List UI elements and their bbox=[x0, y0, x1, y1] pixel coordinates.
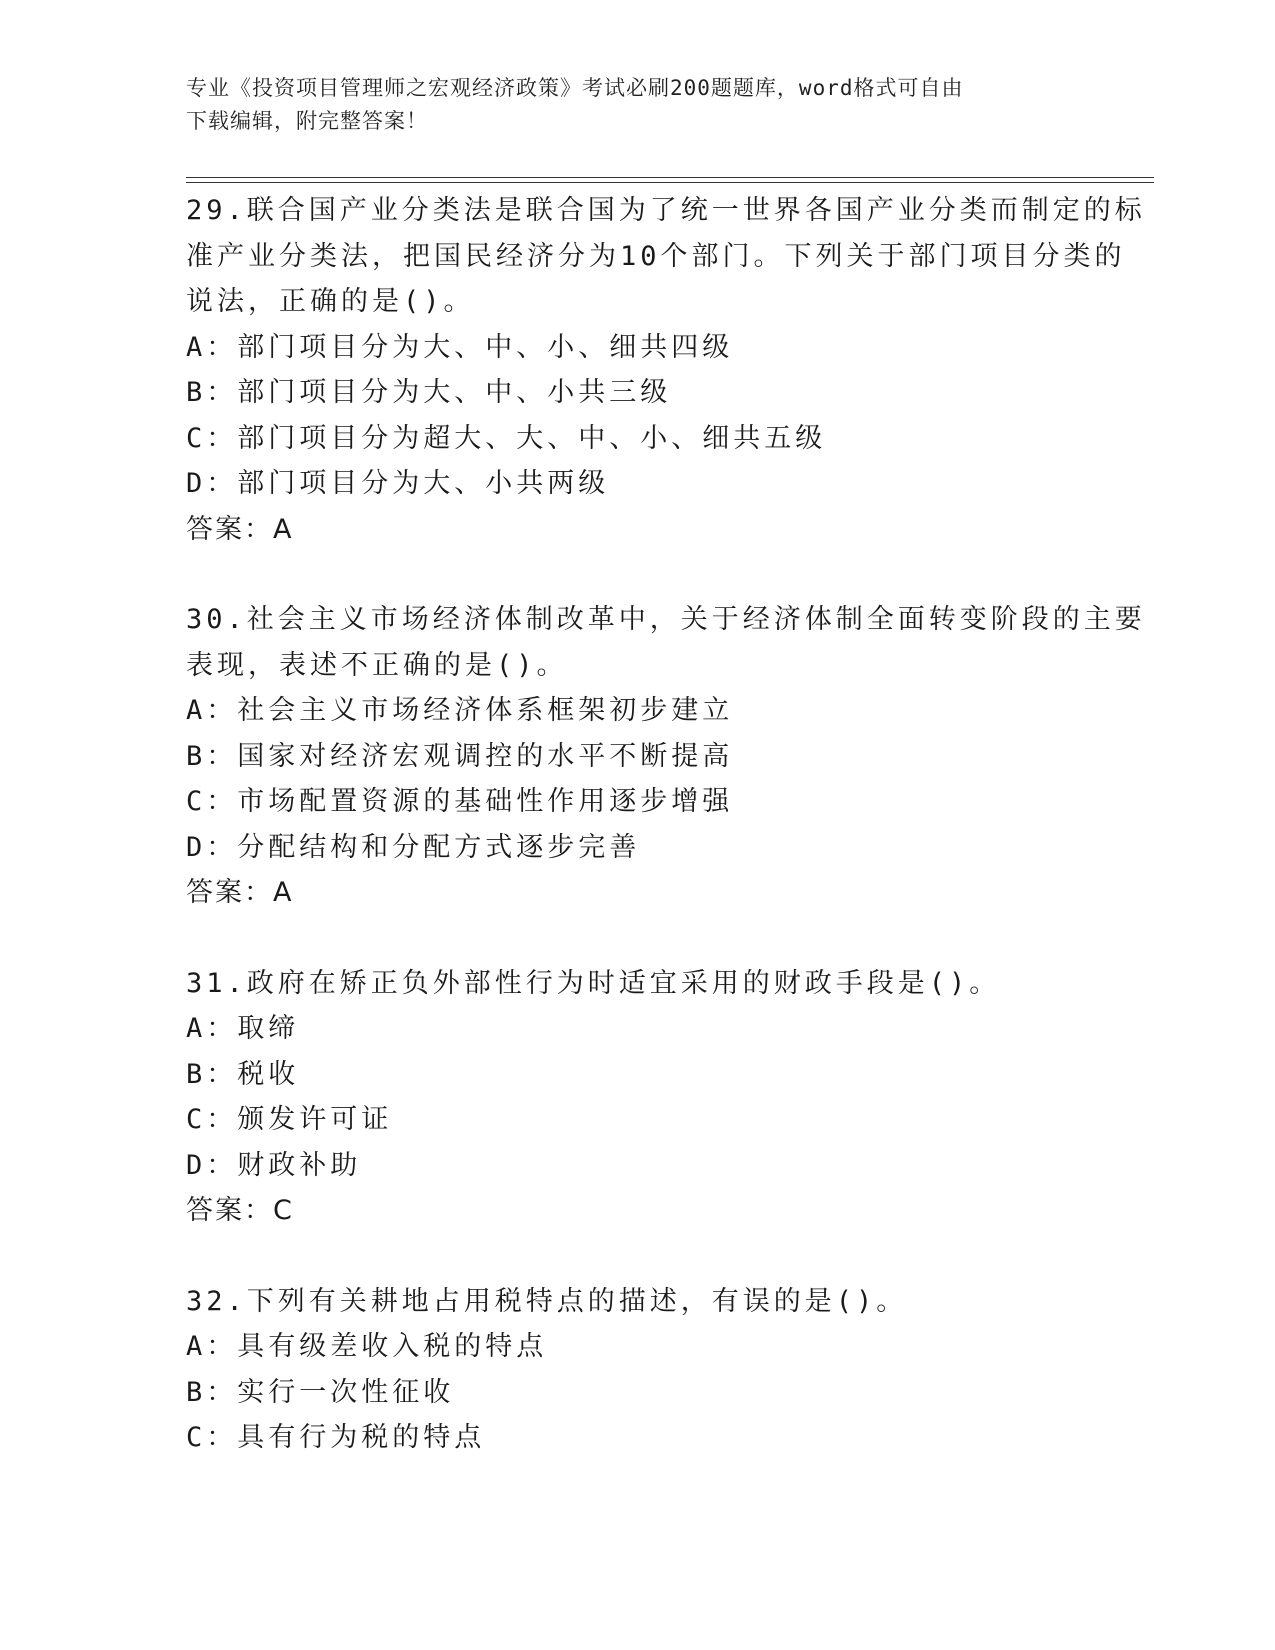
header-line-1: 专业《投资项目管理师之宏观经济政策》考试必刷200题题库，word格式可自由 bbox=[186, 76, 964, 100]
header-divider bbox=[186, 177, 1154, 183]
option-a: A：取缔 bbox=[186, 1013, 300, 1044]
option-c: C：部门项目分为超大、大、中、小、细共五级 bbox=[186, 422, 827, 454]
option-b: B：部门项目分为大、中、小共三级 bbox=[186, 377, 672, 408]
question-stem-line: 表现，表述不正确的是()。 bbox=[186, 649, 568, 681]
option-b: B：实行一次性征收 bbox=[186, 1376, 455, 1408]
question-29 bbox=[186, 188, 1146, 552]
option-c: C：具有行为税的特点 bbox=[186, 1422, 486, 1453]
question-stem-line: 31.政府在矫正负外部性行为时适宜采用的财政手段是()。 bbox=[186, 967, 1001, 999]
answer-line: 答案：A bbox=[186, 877, 294, 908]
header-line-2: 下载编辑，附完整答案！ bbox=[186, 109, 428, 133]
answer-line: 答案：C bbox=[186, 1195, 294, 1226]
answer-line: 答案：A bbox=[186, 513, 294, 545]
option-c: C：颁发许可证 bbox=[186, 1104, 393, 1135]
option-b: B：税收 bbox=[186, 1058, 300, 1090]
question-stem-line: 29.联合国产业分类法是联合国为了统一世界各国产业分类而制定的标 bbox=[186, 195, 1146, 226]
question-30 bbox=[186, 597, 1146, 916]
document-header bbox=[186, 72, 1086, 138]
option-a: A：社会主义市场经济体系框架初步建立 bbox=[186, 695, 734, 726]
question-stem-line: 说法，正确的是()。 bbox=[186, 286, 475, 317]
option-d: D：部门项目分为大、小共两级 bbox=[186, 468, 610, 499]
option-a: A：部门项目分为大、中、小、细共四级 bbox=[186, 331, 734, 363]
question-stem-line: 32.下列有关耕地占用税特点的描述，有误的是()。 bbox=[186, 1285, 908, 1317]
question-stem-line: 准产业分类法，把国民经济分为10个部门。下列关于部门项目分类的 bbox=[186, 240, 1126, 272]
option-c: C：市场配置资源的基础性作用逐步增强 bbox=[186, 786, 734, 817]
question-32 bbox=[186, 1279, 1086, 1461]
option-a: A：具有级差收入税的特点 bbox=[186, 1331, 548, 1362]
option-d: D：财政补助 bbox=[186, 1149, 362, 1181]
question-31 bbox=[186, 961, 1086, 1234]
option-d: D：分配结构和分配方式逐步完善 bbox=[186, 831, 641, 863]
question-list bbox=[186, 188, 1146, 1506]
option-b: B：国家对经济宏观调控的水平不断提高 bbox=[186, 740, 734, 772]
question-stem-line: 30.社会主义市场经济体制改革中，关于经济体制全面转变阶段的主要 bbox=[186, 604, 1146, 635]
